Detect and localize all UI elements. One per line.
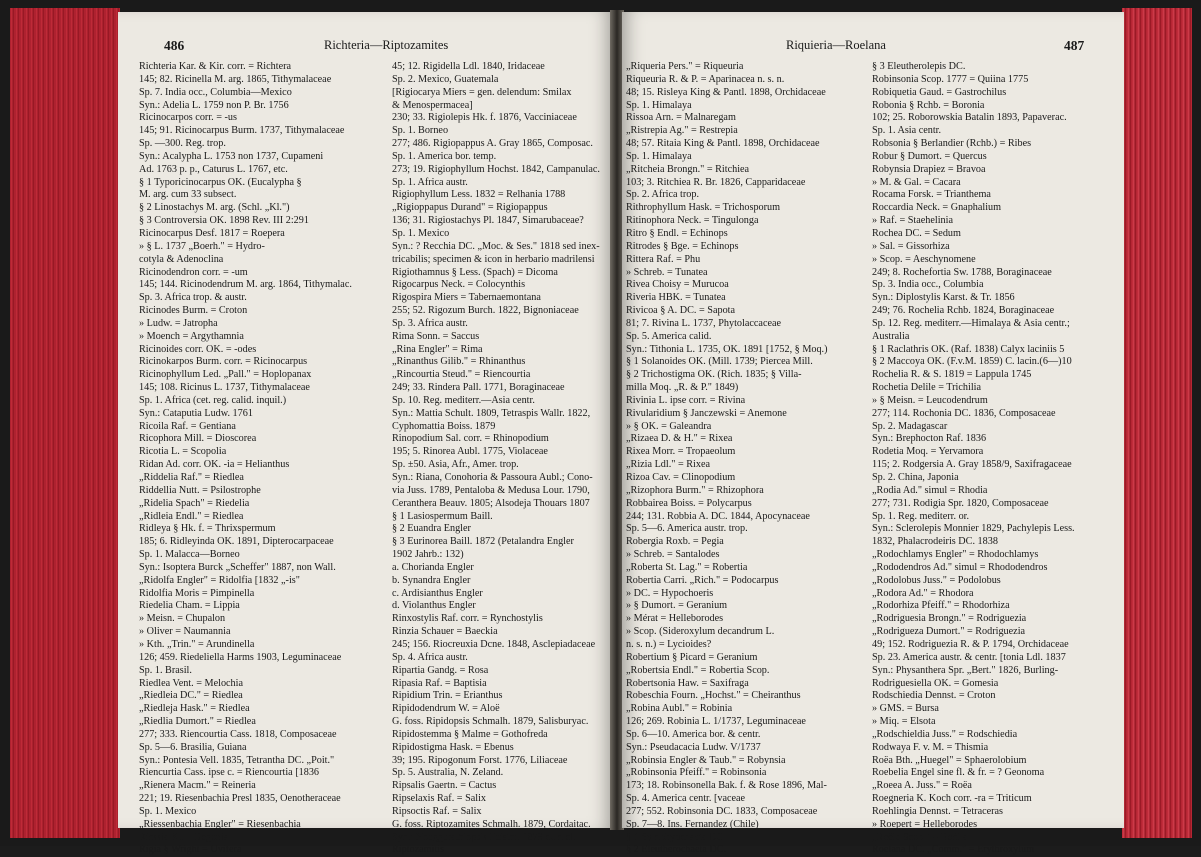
text-line: Robertia Carri. „Rich." = Podocarpus <box>626 574 779 586</box>
text-line: „Robinsia Engler & Taub." = Robynsia <box>626 754 786 766</box>
text-line: Ripidium Trin. = Erianthus <box>392 690 503 702</box>
text-line: Ricotia L. = Scopolia <box>139 446 227 458</box>
text-line: Sp. 2. China, Japonia <box>872 472 959 483</box>
text-line: „Rodia Ad." simul = Rhodia <box>872 484 988 496</box>
text-line: Ripsoctis Raf. = Salix <box>392 805 482 817</box>
text-line: Robertium § Picard = Geranium <box>626 651 758 663</box>
text-line: „Ristrepia Ag." = Restrepia <box>626 125 738 137</box>
text-line: » Scop. = Aeschynomene <box>872 253 976 265</box>
text-line: 255; 52. Rigozum Burch. 1822, Bignoniaceae <box>392 305 579 317</box>
text-line: Sp. 10. Reg. mediterr.—Asia centr. <box>392 394 535 406</box>
text-line: Rixea Morr. = Tropaeolum <box>626 446 736 458</box>
text-line: Sp. 5. America calid. <box>626 330 712 342</box>
text-line: Ripidostigma Hask. = Ebenus <box>392 741 514 753</box>
text-line: § 3 Eurinorea Baill. 1872 (Petalandra Engler <box>392 536 574 548</box>
text-line: Rodschiedia Dennst. = Croton <box>872 690 996 702</box>
text-line: Roccardia Neck. = Gnaphalium <box>872 202 1002 214</box>
text-line: „Rododendros Ad." simul = Rhododendros <box>872 561 1048 573</box>
text-line: Sp. 1. Malacca—Borneo <box>139 549 240 561</box>
text-line: „Robinsonia Pfeiff." = Robinsonia <box>626 767 767 779</box>
column-2 <box>872 61 1118 857</box>
text-line: » Schreb. = Tunatea <box>626 266 708 278</box>
text-line: d. Violanthus Engler <box>392 600 476 612</box>
text-line: » Sal. = Gissorhiza <box>872 240 950 252</box>
text-line: Sp. 1. Mexico <box>392 227 450 239</box>
text-line: 277; 552. Robinsonia DC. 1833, Composaceae <box>626 805 818 817</box>
text-line: Riqueuria R. & P. = Aparinacea n. s. n. <box>626 73 785 85</box>
text-line: Syn.: Physanthera Spr. „Bert." 1826, Burling- <box>872 664 1059 676</box>
text-line: „Riqueria Pers." = Riqueuria <box>626 61 744 72</box>
text-line: Ricoila Raf. = Gentiana <box>139 420 236 432</box>
text-line: Robonia § Rchb. = Boronia <box>872 99 985 111</box>
text-line: Ripsalis Gaertn. = Cactus <box>392 780 497 792</box>
text-line: Syn.: Pseudacacia Ludw. V/1737 <box>626 741 761 753</box>
text-line: Ricophora Mill. = Dioscorea <box>139 433 257 445</box>
text-line: Sp. 2. Africa trop. <box>626 189 699 201</box>
text-line: » GMS. = Bursa <box>872 703 939 715</box>
text-line: § 1 Solanoides OK. (Mill. 1739; Piercea Mill. <box>626 356 813 368</box>
text-line: „Robina Aubl." = Robinia <box>626 703 733 715</box>
text-line: Ricinophyllum Led. „Pall." = Hoplopanax <box>139 369 312 381</box>
text-line: § 2 Maccoya OK. (F.v.M. 1859) C. lacin.(6—)10 <box>872 356 1072 368</box>
text-line: 1832, Phalacrodeiris DC. 1838 <box>872 536 998 548</box>
text-line: Roegneria K. Koch corr. -ra = Triticum <box>872 793 1032 805</box>
text-line: „Rodochlamys Engler" = Rhodochlamys <box>872 549 1039 561</box>
text-line: Ripidodendrum W. = Aloë <box>392 703 500 715</box>
text-line: Ricinoides corr. OK. = -odes <box>139 343 257 355</box>
text-line: Rivea Choisy = Murucoa <box>626 279 729 291</box>
text-line: Rivinia L. ipse corr. = Rivina <box>626 394 746 406</box>
text-line: Riddellia Nutt. = Psilostrophe <box>139 484 261 496</box>
text-line: Sp. 4. America centr. [vaceae <box>626 793 746 805</box>
text-line: 126; 269. Robinia L. 1/1737, Leguminaceae <box>626 716 806 728</box>
text-line: 45; 12. Rigidella Ldl. 1840, Iridaceae <box>392 61 545 72</box>
text-line: Riessia Kl. = Begonia <box>139 831 229 843</box>
text-line: 277; 731. Rodigia Spr. 1820, Composaceae <box>872 497 1049 509</box>
left-page <box>118 12 612 856</box>
text-line: Riedelia Cham. = Lippia <box>139 600 240 612</box>
text-line: „Riddelia Raf." = Riedlea <box>139 472 244 483</box>
text-line: Ritrodes § Bge. = Echinops <box>626 240 739 252</box>
text-line: Australia <box>872 330 910 342</box>
text-line: 136; 31. Rigiostachys Pl. 1847, Simarubaceae? <box>392 215 584 227</box>
text-line: § 2 Linostachys M. arg. (Schl. „Kl.") <box>139 202 290 214</box>
text-line: „Rinanthus Gilib." = Rhinanthus <box>392 356 526 368</box>
text-line: Sp. 1. Mexico <box>139 805 197 817</box>
text-line: „Rodrigueza Dumort." = Rodriguezia <box>872 626 1026 638</box>
text-line: 277; 486. Rigiopappus A. Gray 1865, Composac. <box>392 138 593 150</box>
text-line: „Rodora Ad." = Rhodora <box>872 587 974 599</box>
text-line: Robynsia Drapiez = Bravoa <box>872 163 986 175</box>
text-line: Sp. 7. India occ., Columbia—Mexico <box>139 86 292 98</box>
text-line: Ripartia Gandg. = Rosa <box>392 664 489 676</box>
text-line: „Rodriguesia Brongn." = Rodriguezia <box>872 613 1027 625</box>
text-line: § 3 Controversia OK. 1898 Rev. III 2:291 <box>139 215 309 227</box>
text-line: » Moench = Argythamnia <box>139 330 244 342</box>
text-line: Ritro § Endl. = Echinops <box>626 227 728 239</box>
text-line: c. Ardisianthus Engler <box>392 587 483 599</box>
text-line: Ricinodes Burm. = Croton <box>139 305 248 317</box>
running-head: Richteria—Riptozamites <box>324 38 449 52</box>
text-line: G. foss. Ripidopsis Schmalh. 1879, Salisburyac. <box>392 716 589 728</box>
text-line: b. Synandra Engler <box>392 574 471 586</box>
text-line: 230; 33. Rigiolepis Hk. f. 1876, Vacciniaceae <box>392 112 577 124</box>
text-line: Rodriguesiella OK. = Gomesia <box>872 677 999 689</box>
text-line: Ridan Ad. corr. OK. -ia = Helianthus <box>139 459 290 471</box>
text-line: Rithrophyllum Hask. = Trichosporum <box>626 202 781 214</box>
text-line: Robergia Roxb. = Pegia <box>626 536 724 548</box>
text-line: „Rizophora Burm." = Rhizophora <box>626 484 764 496</box>
text-line: „Riedleia DC." = Riedlea <box>139 690 243 702</box>
text-line: Roelana DC. „Comm." = Erythroxylum <box>872 844 1035 856</box>
text-line: 249; 8. Rochefortia Sw. 1788, Boraginaceae <box>872 266 1052 278</box>
text-line: § 1 Typoricinocarpus OK. (Eucalypha § <box>139 176 302 188</box>
text-line: Sp. 1. Brasil. <box>139 664 192 676</box>
text-line: 126; 459. Riedeliella Harms 1903, Leguminaceae <box>139 651 342 663</box>
text-line: » Meisn. = Chupalon <box>139 613 226 625</box>
text-line: Robur § Dumort. = Quercus <box>872 150 987 162</box>
text-line: Ripasia Raf. = Baptisia <box>392 677 487 689</box>
column-2 <box>392 61 610 857</box>
text-line: Sp. 5—6. Brasilia, Guiana <box>139 741 247 753</box>
text-line: Rigiophyllum Less. 1832 = Relhania 1788 <box>392 189 566 201</box>
text-line: § 2 Eleutherochaeta DC. <box>626 844 727 856</box>
text-line: Sp. 1. America bor. temp. <box>392 150 497 162</box>
text-line: » Ludw. = Jatropha <box>139 317 218 329</box>
text-line: » § Dumort. = Geranium <box>626 600 728 612</box>
text-line: Sp. 7—8. Ins. Fernandez (Chile) <box>626 818 759 830</box>
text-line: Riptozamitis <box>392 844 445 856</box>
text-line: Sp. 12. Reg. mediterr.—Himalaya & Asia centr.; <box>872 317 1070 329</box>
text-line: 49; 152. Rodriguezia R. & P. 1794, Orchidaceae <box>872 638 1069 650</box>
text-line: „Rodorhiza Pfeiff." = Rhodorhiza <box>872 600 1010 612</box>
text-line: Sp. 1. Borneo <box>392 125 449 137</box>
text-line: » Raf. = Staehelinia <box>872 215 953 227</box>
text-line: Syn.: Mattia Schult. 1809, Tetraspis Wallr. 1822, <box>392 407 591 419</box>
text-line: „Rina Engler" = Rima <box>392 343 483 355</box>
text-line: 48; 57. Ritaia King & Pantl. 1898, Orchidaceae <box>626 138 820 150</box>
text-line: 115; 2. Rodgersia A. Gray 1858/9, Saxifragaceae <box>872 459 1072 471</box>
text-line: Robeschia Fourn. „Hochst." = Cheiranthus <box>626 690 801 702</box>
text-line: Robiquetia Gaud. = Gastrochilus <box>872 86 1007 98</box>
text-line: Syn.: Riana, Conohoria & Passoura Aubl.; Cono- <box>392 472 593 483</box>
text-line: » § OK. = Galeandra <box>626 420 712 432</box>
text-line: G. foss. Riptozamites Schmalh. 1879, Cordaitac. <box>392 818 591 830</box>
text-line: Rigia § Wright = Uvifera <box>139 844 242 856</box>
text-line: „Rincourtia Steud." = Riencourtia <box>392 369 531 381</box>
text-line: » M. & Gal. = Cacara <box>872 176 961 188</box>
text-line: & Menospermacea] <box>392 99 473 111</box>
text-line: Rinopodium Sal. corr. = Rhinopodium <box>392 433 549 445</box>
text-line: Sp. 1. Africa (cet. reg. calid. inquil.) <box>139 394 287 406</box>
text-line: Sp. 1. Himalaya <box>626 150 692 162</box>
text-line: „Riedlia Dumort." = Riedlea <box>139 716 256 728</box>
text-line: 195; 5. Rinorea Aubl. 1775, Violaceae <box>392 446 548 458</box>
text-line: Rissoa Arn. = Malnaregam <box>626 112 736 124</box>
text-line: Rigiothamnus § Less. (Spach) = Dicoma <box>392 266 558 278</box>
text-line: Riedlea Vent. = Melochia <box>139 677 244 689</box>
text-line: cotyla & Adenoclina <box>139 253 224 265</box>
text-line: Sp. 23. America austr. & centr. [tonia Ldl. 1837 <box>872 651 1066 663</box>
text-line: Rigospira Miers = Tabernaemontana <box>392 292 541 304</box>
page-number: 486 <box>164 38 185 53</box>
text-line: § 2 Euandra Engler <box>392 523 471 535</box>
text-line: 103; 3. Ritchiea R. Br. 1826, Capparidaceae <box>626 176 806 188</box>
page-edges-left <box>10 8 120 838</box>
text-line: Ricinokarpos Burm. corr. = Ricinocarpus <box>139 356 308 368</box>
text-line: via Juss. 1789, Pentaloba & Medusa Lour. 1790, <box>392 484 590 496</box>
text-line: „Ridolfa Engler" = Ridolfia [1832 „-is" <box>139 574 300 586</box>
text-line: Sp. 3. Africa austr. <box>392 317 468 329</box>
text-line: M. arg. cum 33 subsect. <box>139 189 237 201</box>
text-line: a. Chorianda Engler <box>392 561 474 573</box>
text-line: 245; 156. Riocreuxia Dcne. 1848, Asclepiadaceae <box>392 638 596 650</box>
text-line: „Rienera Macm." = Reineria <box>139 780 256 792</box>
text-line: § 2 Trichostigma OK. (Rich. 1835; § Villa- <box>626 369 802 381</box>
text-line: » § L. 1737 „Boerh." = Hydro- <box>139 240 265 252</box>
text-line: Syn.: Pontesia Vell. 1835, Tetrantha DC. „Poit." <box>139 754 335 766</box>
text-line: Ricinocarpos corr. = -us <box>139 112 237 124</box>
text-line: Sp. 3. India occ., Columbia <box>872 279 984 291</box>
text-line: 277; 114. Rochonia DC. 1836, Composaceae <box>872 407 1056 419</box>
text-line: 39; 195. Ripogonum Forst. 1776, Liliaceae <box>392 754 568 766</box>
text-line: 81; 7. Rivina L. 1737, Phytolaccaceae <box>626 317 782 329</box>
text-line: 102; 25. Roborowskia Batalin 1893, Papaverac. <box>872 112 1067 124</box>
text-line: Syn.: Isoptera Burck „Scheffer" 1887, non Wall. <box>139 561 336 573</box>
text-line: » DC. = Hypochoeris <box>626 587 714 599</box>
text-line: Sp. 5. Australia, N. Zeland. <box>392 767 504 779</box>
text-line: Riencurtia Cass. ipse c. = Riencourtia [1836 <box>139 767 320 779</box>
right-page <box>622 12 1124 856</box>
text-line: Ad. 1763 p. p., Caturus L. 1767, etc. <box>139 163 288 175</box>
text-line: 273; 19. Rigiophyllum Hochst. 1842, Campanulac. <box>392 163 600 175</box>
text-line: „Rodolobus Juss." = Podolobus <box>872 574 1001 586</box>
text-line: 145; 108. Ricinus L. 1737, Tithymalaceae <box>139 382 310 394</box>
text-line: 249; 33. Rindera Pall. 1771, Boraginaceae <box>392 382 565 394</box>
text-line: Sp. 5—6. America austr. trop. <box>626 523 748 535</box>
text-line: „Ridleia Endl." = Riedlea <box>139 510 244 522</box>
text-line: Roehlingia Dennst. = Tetraceras <box>872 805 1004 817</box>
running-head: Riquieria—Roelana <box>786 38 886 52</box>
column-1 <box>139 61 383 857</box>
text-line: Sp. ±50. Asia, Afr., Amer. trop. <box>392 459 519 471</box>
text-line: „Rigioppapus Durand" = Rigiopappus <box>392 202 548 214</box>
text-line: 48; 15. Risleya King & Pantl. 1898, Orchidaceae <box>626 86 826 98</box>
text-line: Robsonia § Berlandier (Rchb.) = Ribes <box>872 138 1032 150</box>
text-line: Sp. 6—10. America bor. & centr. <box>626 728 761 740</box>
text-line: Sp. 1. Himalaya <box>626 99 692 111</box>
text-line: Ripselaxis Raf. = Salix <box>392 793 487 805</box>
text-line: „Roberta St. Lag." = Robertia <box>626 561 748 573</box>
text-line: Syn.: Sclerolepis Monnier 1829, Pachylepis Less. <box>872 523 1075 535</box>
text-line: „Rizia Ldl." = Rixea <box>626 459 711 471</box>
text-line: Richteria Kar. & Kir. corr. = Richtera <box>139 61 291 72</box>
text-line: Ridleya § Hk. f. = Thrixspermum <box>139 523 276 535</box>
text-line: § 1 Lasiospermum Baill. <box>392 510 493 522</box>
text-line: 1902 Jahrb.: 132) <box>392 549 464 561</box>
text-line: Rochea DC. = Sedum <box>872 227 961 239</box>
text-line: „Ritcheia Brongn." = Ritchiea <box>626 163 750 175</box>
text-line: § 3 Eleutherolepis DC. <box>872 61 966 72</box>
text-line: Sp. 3. Africa trop. & austr. <box>139 292 247 304</box>
text-line: Ricinocarpus Desf. 1817 = Roepera <box>139 227 285 239</box>
text-line: Sp. 1. Reg. mediterr. or. <box>872 510 970 522</box>
text-line: 145; 82. Ricinella M. arg. 1865, Tithymalaceae <box>139 73 332 85</box>
text-line: Robinsonia Scop. 1777 = Quiina 1775 <box>872 73 1029 85</box>
text-line: 221; 19. Riesenbachia Presl 1835, Oenotheraceae <box>139 793 341 805</box>
text-line: Syn.: Diplostylis Karst. & Tr. 1856 <box>872 292 1015 304</box>
text-line: » Roepert = Helleborodes <box>872 818 978 830</box>
text-line: Rigocarpus Neck. = Colocynthis <box>392 279 526 291</box>
text-line: 145; 144. Ricinodendrum M. arg. 1864, Tithymalac. <box>139 279 352 291</box>
page-edges-right <box>1122 8 1192 838</box>
text-line: Ritinophora Neck. = Tingulonga <box>626 215 759 227</box>
text-line: » Oliver = Naumannia <box>139 626 231 638</box>
text-line: „Roëla Scop." = Roëlla <box>872 831 968 843</box>
text-line: Robbairea Boiss. = Polycarpus <box>626 497 752 509</box>
text-line: „Rizaea D. & H." = Rixea <box>626 433 733 445</box>
text-line: » Kth. „Trin." = Arundinella <box>139 638 255 650</box>
text-line: Sp. —300. Reg. trop. <box>139 138 226 150</box>
text-line: Rivicoa § A. DC. = Sapota <box>626 305 736 317</box>
text-line: „Ridelia Spach" = Riedelia <box>139 497 250 509</box>
text-line: [Rigiocarya Miers = gen. delendum: Smilax <box>392 86 572 98</box>
text-line: Syn.: Noeggerathiopsis Feistm. 1879 cum cf. <box>392 831 576 843</box>
text-line: Ricinodendron corr. = -um <box>139 266 248 278</box>
text-line: Rizoa Cav. = Clinopodium <box>626 472 736 483</box>
text-line: „Riessenbachia Engler" = Riesenbachia <box>139 818 301 830</box>
text-line: Rima Sonn. = Saccus <box>392 330 480 342</box>
text-line: Syn.: Adelia L. 1759 non P. Br. 1756 <box>139 99 289 111</box>
text-line: „Robertsia Endl." = Robertia Scop. <box>626 664 770 676</box>
text-line: Sp. 4. Africa austr. <box>392 651 468 663</box>
text-line: Sp. 2. Mexico, Guatemala <box>392 73 499 85</box>
page-number: 487 <box>1064 38 1085 53</box>
text-line: Ridolfia Moris = Pimpinella <box>139 587 255 599</box>
text-line: » Miq. = Elsota <box>872 716 936 728</box>
text-line: „Riedleja Hask." = Riedlea <box>139 703 250 715</box>
text-line: Ripidostemma § Malme = Gothofreda <box>392 728 548 740</box>
column-1 <box>626 61 862 857</box>
text-line: Rodwaya F. v. M. = Thismia <box>872 741 989 753</box>
text-line: Rodetia Moq. = Yervamora <box>872 446 984 458</box>
text-line: Syn.: ? Recchia DC. „Moc. & Ses." 1818 sed inex- <box>392 240 600 252</box>
text-line: § 1 Symphyochaeta DC. <box>626 831 726 843</box>
text-line: § 1 Raclathris OK. (Raf. 1838) Calyx laciniis 5 <box>872 343 1065 355</box>
text-line: 173; 18. Robinsonella Bak. f. & Rose 1896, Mal- <box>626 780 827 792</box>
text-line: Rocama Forsk. = Trianthema <box>872 189 991 201</box>
text-line: Robertsonia Haw. = Saxifraga <box>626 677 749 689</box>
text-line: Sp. 1. Asia centr. <box>872 125 942 137</box>
text-line: tricabilis; specimen & icon in herbario madrilensi <box>392 253 595 265</box>
text-line: Syn.: Tithonia L. 1735, OK. 1891 [1752, § Moq.) <box>626 343 828 355</box>
text-line: Syn.: Brephocton Raf. 1836 <box>872 433 987 445</box>
text-line: Riveria HBK. = Tunatea <box>626 292 726 304</box>
text-line: Rittera Raf. = Phu <box>626 253 701 265</box>
text-line: 249; 76. Rochelia Rchb. 1824, Boraginaceae <box>872 305 1055 317</box>
text-line: „Rodschieldia Juss." = Rodschiedia <box>872 728 1018 740</box>
text-line: 244; 131. Robbia A. DC. 1844, Apocynaceae <box>626 510 810 522</box>
text-line: » Scop. (Sideroxylum decandrum L. <box>626 626 775 638</box>
text-line: Cyphomattia Boiss. 1879 <box>392 420 496 432</box>
text-line: n. s. n.) = Lycioides? <box>626 638 712 650</box>
text-line: » Schreb. = Santalodes <box>626 549 720 561</box>
text-line: Roebelia Engel sine fl. & fr. = ? Geonoma <box>872 767 1045 779</box>
text-line: 185; 6. Ridleyinda OK. 1891, Dipterocarpaceae <box>139 536 334 548</box>
text-line: Syn.: Acalypha L. 1753 non 1737, Cupameni <box>139 150 324 162</box>
text-line: » Mérat = Helleborodes <box>626 613 724 625</box>
text-line: Rochelia R. & S. 1819 = Lappula 1745 <box>872 369 1032 381</box>
text-line: 277; 333. Riencourtia Cass. 1818, Composaceae <box>139 728 337 740</box>
text-line: Rochetia Delile = Trichilia <box>872 382 982 394</box>
text-line: milla Moq. „R. & P." 1849) <box>626 382 739 394</box>
text-line: Roëa Bth. „Huegel" = Sphaerolobium <box>872 754 1027 766</box>
text-line: Rinxostylis Raf. corr. = Rynchostylis <box>392 613 543 625</box>
text-line: Sp. 1. Africa austr. <box>392 176 468 188</box>
text-line: Ceranthera Beauv. 1805; Alsodeja Thouars 1807 <box>392 497 590 509</box>
text-line: Rinzia Schauer = Baeckia <box>392 626 498 638</box>
text-line: Rivularidium § Janczewski = Anemone <box>626 407 787 419</box>
text-line: „Roeea A. Juss." = Roëa <box>872 780 972 792</box>
text-line: Syn.: Cataputia Ludw. 1761 <box>139 407 253 419</box>
text-line: 145; 91. Ricinocarpus Burm. 1737, Tithymalaceae <box>139 125 345 137</box>
text-line: Sp. 2. Madagascar <box>872 420 948 432</box>
text-line: » § Meisn. = Leucodendrum <box>872 394 988 406</box>
